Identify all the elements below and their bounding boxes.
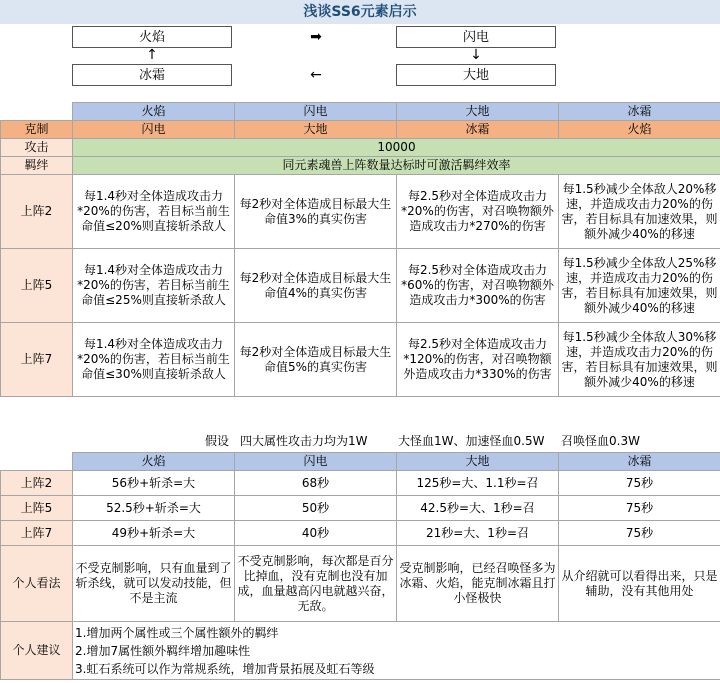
col-header-fire: 火焰: [73, 103, 235, 121]
skill-cell: 每2秒对全体造成目标最大生命值5%的真实伤害: [235, 323, 397, 397]
assumption-label: 假设: [205, 434, 230, 448]
row-label: 上阵7: [1, 323, 73, 397]
advice-line: 2.增加7属性额外羁绊增加趣味性: [75, 643, 251, 658]
skill-cell: 每2.5秒对全体造成攻击力*20%的伤害，对召唤物额外造成攻击力*270%的伤害: [397, 175, 559, 249]
assumption-line: [0, 432, 720, 450]
skill-cell: 每2.5秒对全体造成攻击力*60%的伤害，对召唤物额外造成攻击力*300%的伤害: [397, 249, 559, 323]
table-row: [1, 496, 720, 521]
row-label: 个人看法: [1, 546, 73, 622]
skill-cell: 每1.5秒减少全体敌人20%移速，并造成攻击力20%的伤害，若目标具有加速效果，则额外减少40%的移速: [559, 175, 720, 249]
skill-cell: 每1.5秒减少全体敌人30%移速，并造成攻击力20%的伤害，若目标具有加速效果，则额外减少40%的移速: [559, 323, 720, 397]
table-row: [1, 175, 720, 249]
opinion-cell: 受克制影响，已经召唤怪多为冰霜、火焰，能克制冰霜且打小怪极快: [397, 546, 559, 622]
skill-cell: 每2.5秒对全体造成攻击力*120%的伤害，对召唤物额外造成攻击力*330%的伤害: [397, 323, 559, 397]
result-cell: 68秒: [235, 471, 397, 496]
advice-line: 3.虹石系统可以作为常规系统，增加背景拓展及虹石等级: [75, 661, 375, 676]
opinion-row: [1, 546, 720, 622]
result-cell: 40秒: [235, 521, 397, 546]
bond-row: [1, 157, 720, 175]
table-row: [1, 323, 720, 397]
result-cell: 49秒+斩杀=大: [73, 521, 235, 546]
row-label: 上阵2: [1, 175, 73, 249]
col-header-ice: 冰霜: [559, 103, 720, 121]
bond-value: 同元素魂兽上阵数量达标时可激活羁绊效率: [73, 157, 720, 175]
attack-row: [1, 139, 720, 157]
cycle-fire-box: 火焰: [72, 26, 232, 48]
assumption-summon: 召唤怪血0.3W: [561, 434, 640, 448]
advice-line: 1.增加两个属性或三个属性额外的羁绊: [75, 625, 279, 640]
arrow-up-icon: ↑: [146, 47, 158, 63]
advice-row: [1, 622, 720, 680]
col-header-ice: 冰霜: [559, 453, 720, 471]
counter-cell: 闪电: [73, 121, 235, 139]
counter-row: [1, 121, 720, 139]
row-label: 上阵2: [1, 471, 73, 496]
row-label: 上阵5: [1, 249, 73, 323]
skill-cell: 每1.5秒减少全体敌人25%移速，并造成攻击力20%的伤害，若目标具有加速效果，则额外减少40%的移速: [559, 249, 720, 323]
cycle-ice-box: 冰霜: [72, 64, 232, 86]
counter-cell: 火焰: [559, 121, 720, 139]
table-row: [1, 521, 720, 546]
cycle-lightning-box: 闪电: [396, 26, 556, 48]
skill-cell: 每1.4秒对全体造成攻击力*20%的伤害，若目标当前生命值≤25%则直接斩杀敌人: [73, 249, 235, 323]
counter-cell: 大地: [235, 121, 397, 139]
result-cell: 125秒=大、1.1秒=召: [397, 471, 559, 496]
result-cell: 56秒+斩杀=大: [73, 471, 235, 496]
result-table: [0, 452, 720, 680]
row-label: 个人建议: [1, 622, 73, 680]
result-header-row: [1, 453, 720, 471]
col-header-earth: 大地: [397, 453, 559, 471]
table-row: [1, 471, 720, 496]
col-header-lightning: 闪电: [235, 103, 397, 121]
counter-cell: 冰霜: [397, 121, 559, 139]
arrow-left-icon: ←: [310, 67, 322, 83]
page-title: 浅谈SS6元素启示: [0, 0, 720, 24]
col-header-lightning: 闪电: [235, 453, 397, 471]
opinion-cell: 从介绍就可以看得出来，只是辅助，没有其他用处: [559, 546, 720, 622]
result-cell: 42.5秒=大、1秒=召: [397, 496, 559, 521]
opinion-cell: 不受克制影响，每次都是百分比掉血，没有克制也没有加成，血量越高闪电就越兴奋，无敌。: [235, 546, 397, 622]
result-cell: 75秒: [559, 496, 720, 521]
result-cell: 50秒: [235, 496, 397, 521]
cycle-earth-box: 大地: [396, 64, 556, 86]
row-label: 攻击: [1, 139, 73, 157]
row-label: 上阵5: [1, 496, 73, 521]
opinion-cell: 不受克制影响，只有血量到了斩杀线，就可以发动技能，但不是主流: [73, 546, 235, 622]
skill-table-header-row: [1, 103, 720, 121]
col-header-earth: 大地: [397, 103, 559, 121]
col-header-fire: 火焰: [73, 453, 235, 471]
table-row: [1, 249, 720, 323]
attack-value: 10000: [73, 139, 720, 157]
result-cell: 21秒=大、1秒=召: [397, 521, 559, 546]
skill-cell: 每2秒对全体造成目标最大生命值3%的真实伤害: [235, 175, 397, 249]
skill-cell: 每1.4秒对全体造成攻击力*20%的伤害，若目标当前生命值≤30%则直接斩杀敌人: [73, 323, 235, 397]
assumption-hp: 大怪血1W、加速怪血0.5W: [398, 434, 545, 448]
skill-cell: 每2秒对全体造成目标最大生命值4%的真实伤害: [235, 249, 397, 323]
result-cell: 75秒: [559, 521, 720, 546]
result-cell: 52.5秒+斩杀=大: [73, 496, 235, 521]
advice-cell: [73, 622, 720, 680]
arrow-down-icon: ↓: [470, 47, 482, 63]
arrow-right-icon: ➡: [310, 29, 322, 45]
skill-table: [0, 102, 720, 397]
skill-cell: 每1.4秒对全体造成攻击力*20%的伤害，若目标当前生命值≤20%则直接斩杀敌人: [73, 175, 235, 249]
row-label: 上阵7: [1, 521, 73, 546]
row-label: 克制: [1, 121, 73, 139]
row-label: 羁绊: [1, 157, 73, 175]
result-cell: 75秒: [559, 471, 720, 496]
assumption-attack: 四大属性攻击力均为1W: [240, 434, 368, 448]
